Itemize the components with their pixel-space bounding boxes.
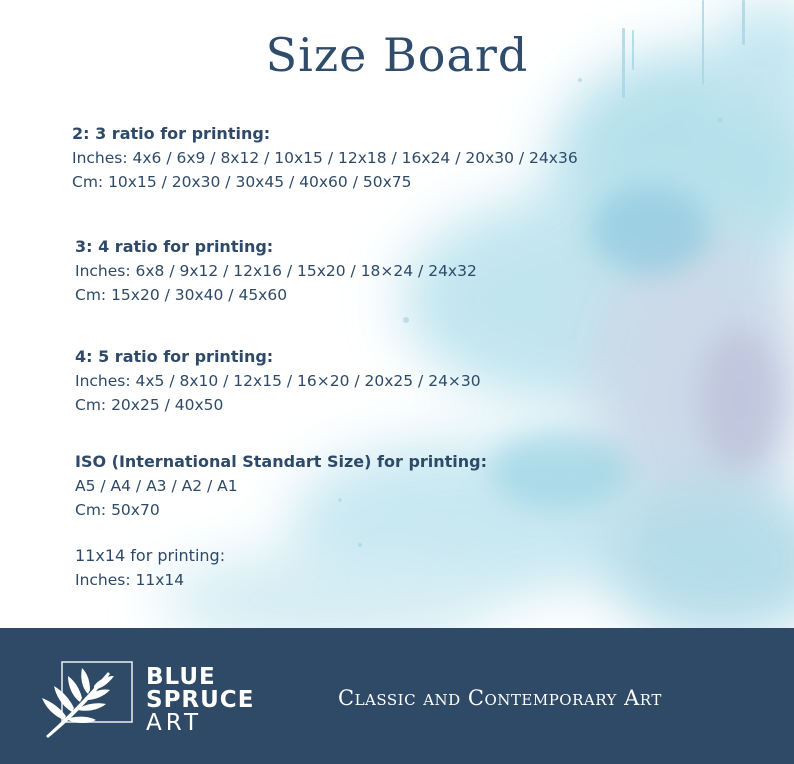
section-heading: 2: 3 ratio for printing:: [72, 124, 271, 143]
inches-sizes: Inches: 4x6 / 6x9 / 8x12 / 10x15 / 12x18 / 16x24 / 20x30 / 24x36: [72, 149, 578, 167]
inches-sizes: Inches: 4x5 / 8x10 / 12x15 / 16×20 / 20x25 / 24×30: [75, 372, 481, 390]
ratio-11x14-section: [75, 544, 225, 592]
brand-wordmark: [146, 666, 254, 735]
section-heading: ISO (International Standart Size) for printing:: [75, 452, 488, 471]
inches-sizes: Inches: 6x8 / 9x12 / 12x16 / 15x20 / 18×24 / 24x32: [75, 262, 477, 280]
section-heading: 4: 5 ratio for printing:: [75, 347, 274, 366]
cm-sizes: Cm: 20x25 / 40x50: [75, 396, 224, 414]
section-heading: 11x14 for printing:: [75, 546, 226, 565]
ratio-2-3-section: [72, 122, 578, 194]
cm-sizes: Cm: 50x70: [75, 501, 160, 519]
brand-tagline: Classic and Contemporary Art: [338, 686, 662, 710]
brand-word-blue: BLUE: [146, 664, 216, 690]
page-title: Size Board: [265, 28, 529, 82]
iso-section: [75, 450, 487, 522]
spruce-branch-icon: [36, 658, 136, 738]
brand-word-spruce: SPRUCE: [146, 687, 255, 713]
a-sizes: A5 / A4 / A3 / A2 / A1: [75, 477, 238, 495]
ratio-3-4-section: [75, 235, 477, 307]
ratio-4-5-section: [75, 345, 481, 417]
section-heading: 3: 4 ratio for printing:: [75, 237, 274, 256]
brand-word-art: ART: [146, 710, 203, 736]
brand-footer: [0, 628, 794, 764]
cm-sizes: Cm: 10x15 / 20x30 / 30x45 / 40x60 / 50x75: [72, 173, 412, 191]
inches-sizes: Inches: 11x14: [75, 571, 185, 589]
cm-sizes: Cm: 15x20 / 30x40 / 45x60: [75, 286, 288, 304]
